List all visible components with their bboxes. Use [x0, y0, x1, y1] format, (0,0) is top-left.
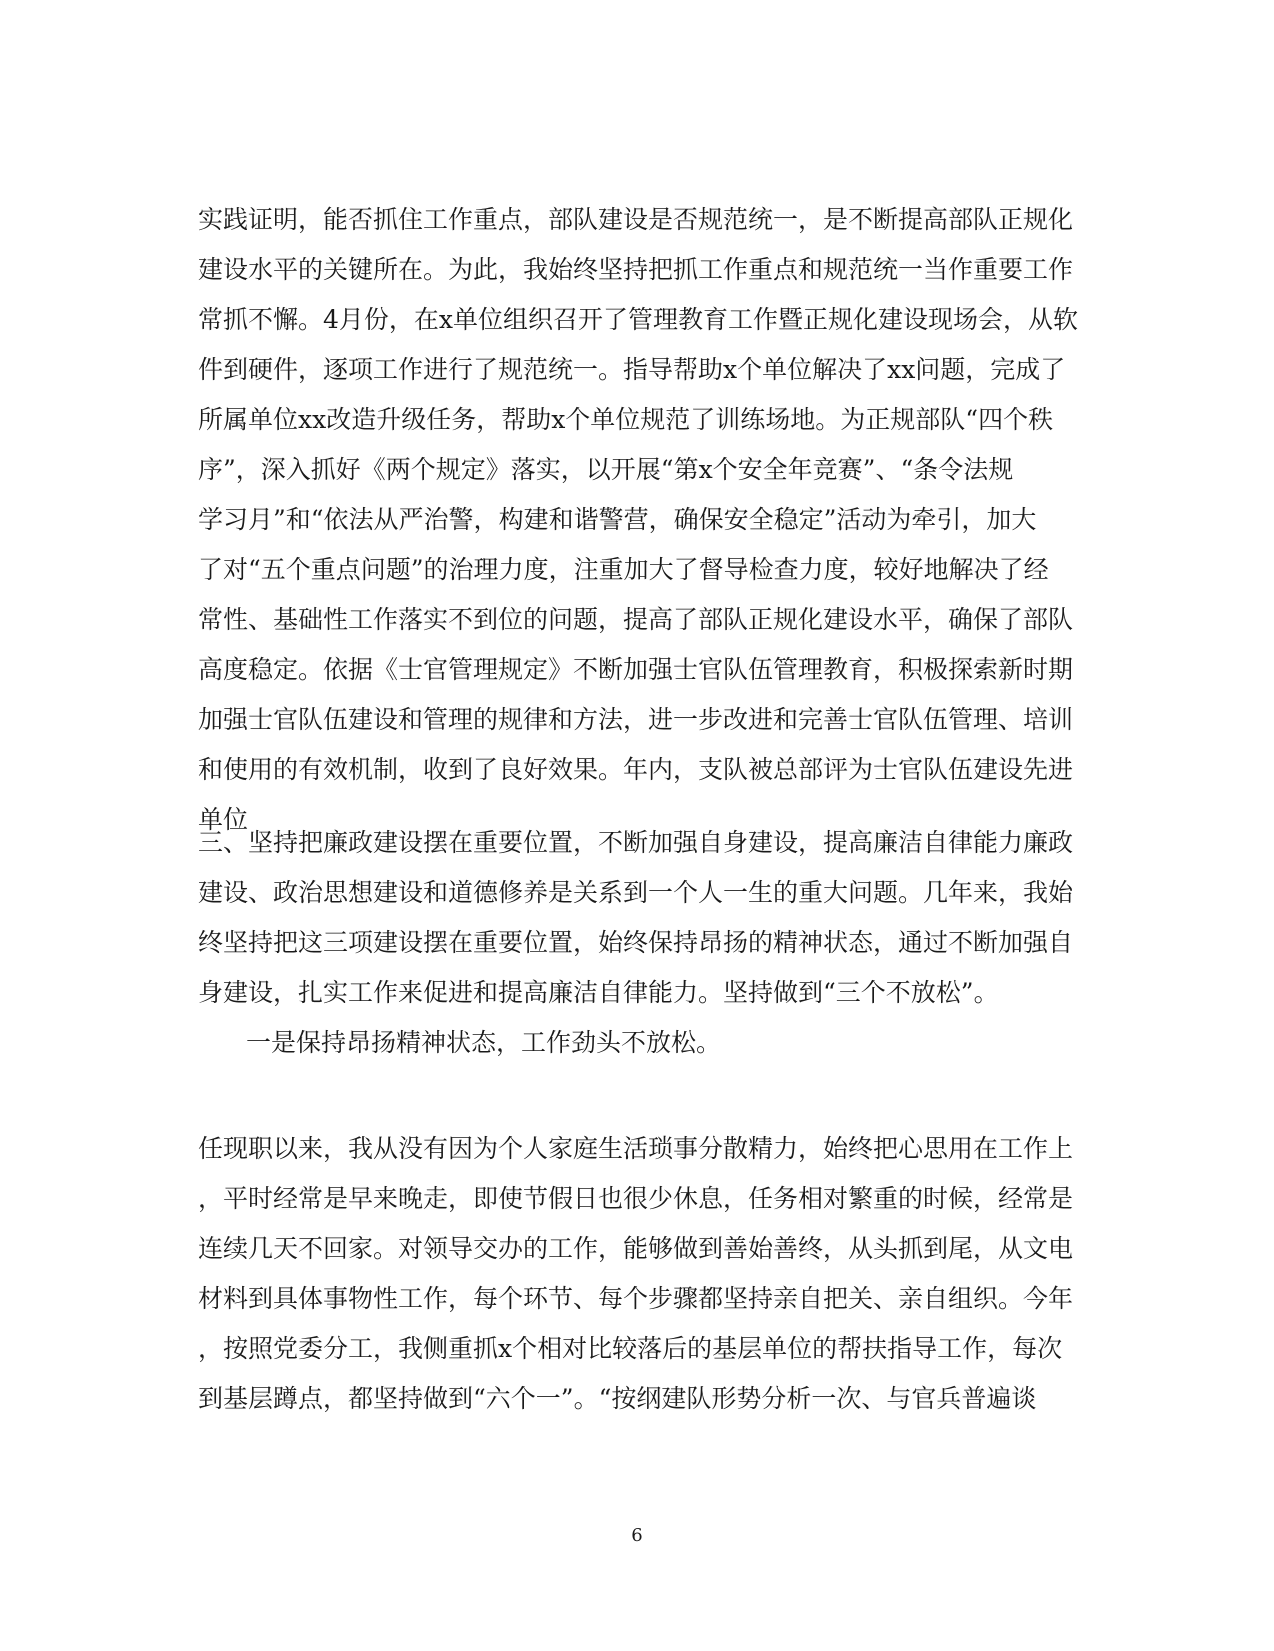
text-line: 到基层蹲点，都坚持做到“六个一”。“按纲建队形势分析一次、与官兵普遍谈 [198, 1384, 1037, 1413]
paragraph-first-point [198, 1018, 1078, 1068]
text-line: 实践证明，能否抓住工作重点，部队建设是否规范统一，是不断提高部队正规化 [198, 205, 1074, 234]
text-line: 了对“五个重点问题”的治理力度，注重加大了督导检查力度，较好地解决了经 [198, 555, 1049, 584]
text-line: 建设、政治思想建设和道德修养是关系到一个人一生的重大问题。几年来，我始 [198, 878, 1074, 907]
paragraph-work-attitude [198, 1124, 1078, 1424]
text-line: ，平时经常是早来晚走，即使节假日也很少休息，任务相对繁重的时候，经常是 [198, 1184, 1074, 1213]
text-line: 件到硬件，逐项工作进行了规范统一。指导帮助x个单位解决了xx问题，完成了 [198, 355, 1066, 384]
text-line: 连续几天不回家。对领导交办的工作，能够做到善始善终，从头抓到尾，从文电 [198, 1234, 1074, 1263]
text-line: 常性、基础性工作落实不到位的问题，提高了部队正规化建设水平，确保了部队 [198, 605, 1074, 634]
paragraph-integrity [198, 818, 1078, 1018]
page-number: 6 [631, 1525, 643, 1546]
text-line: 所属单位xx改造升级任务，帮助x个单位规范了训练场地。为正规部队“四个秩 [198, 405, 1054, 434]
text-line: 三、坚持把廉政建设摆在重要位置，不断加强自身建设，提高廉洁自律能力廉政 [198, 828, 1074, 857]
text-line: 任现职以来，我从没有因为个人家庭生活琐事分散精力，始终把心思用在工作上 [198, 1134, 1074, 1163]
text-line: 和使用的有效机制，收到了良好效果。年内，支队被总部评为士官队伍建设先进 [198, 755, 1074, 784]
text-line: 材料到具体事物性工作，每个环节、每个步骤都坚持亲自把关、亲自组织。今年 [198, 1284, 1074, 1313]
text-line: 身建设，扎实工作来促进和提高廉洁自律能力。坚持做到“三个不放松”。 [198, 978, 999, 1007]
text-line: 序”，深入抓好《两个规定》落实，以开展“第x个安全年竞赛”、“条令法规 [198, 455, 1014, 484]
text-line: 建设水平的关键所在。为此，我始终坚持把抓工作重点和规范统一当作重要工作 [198, 255, 1074, 284]
text-line: ，按照党委分工，我侧重抓x个相对比较落后的基层单位的帮扶指导工作，每次 [198, 1334, 1063, 1363]
text-line: 单位 [198, 805, 249, 834]
text-line: 加强士官队伍建设和管理的规律和方法，进一步改进和完善士官队伍管理、培训 [198, 705, 1074, 734]
text-line: 高度稳定。依据《士官管理规定》不断加强士官队伍管理教育，积极探索新时期 [198, 655, 1074, 684]
text-line: 常抓不懈。4月份，在x单位组织召开了管理教育工作暨正规化建设现场会，从软 [198, 305, 1079, 334]
text-line: 学习月”和“依法从严治警，构建和谐警营，确保安全稳定”活动为牵引，加大 [198, 505, 1037, 534]
text-line: 一是保持昂扬精神状态，工作劲头不放松。 [246, 1028, 722, 1057]
text-line: 终坚持把这三项建设摆在重要位置，始终保持昂扬的精神状态，通过不断加强自 [198, 928, 1074, 957]
paragraph-regularization [198, 195, 1078, 845]
